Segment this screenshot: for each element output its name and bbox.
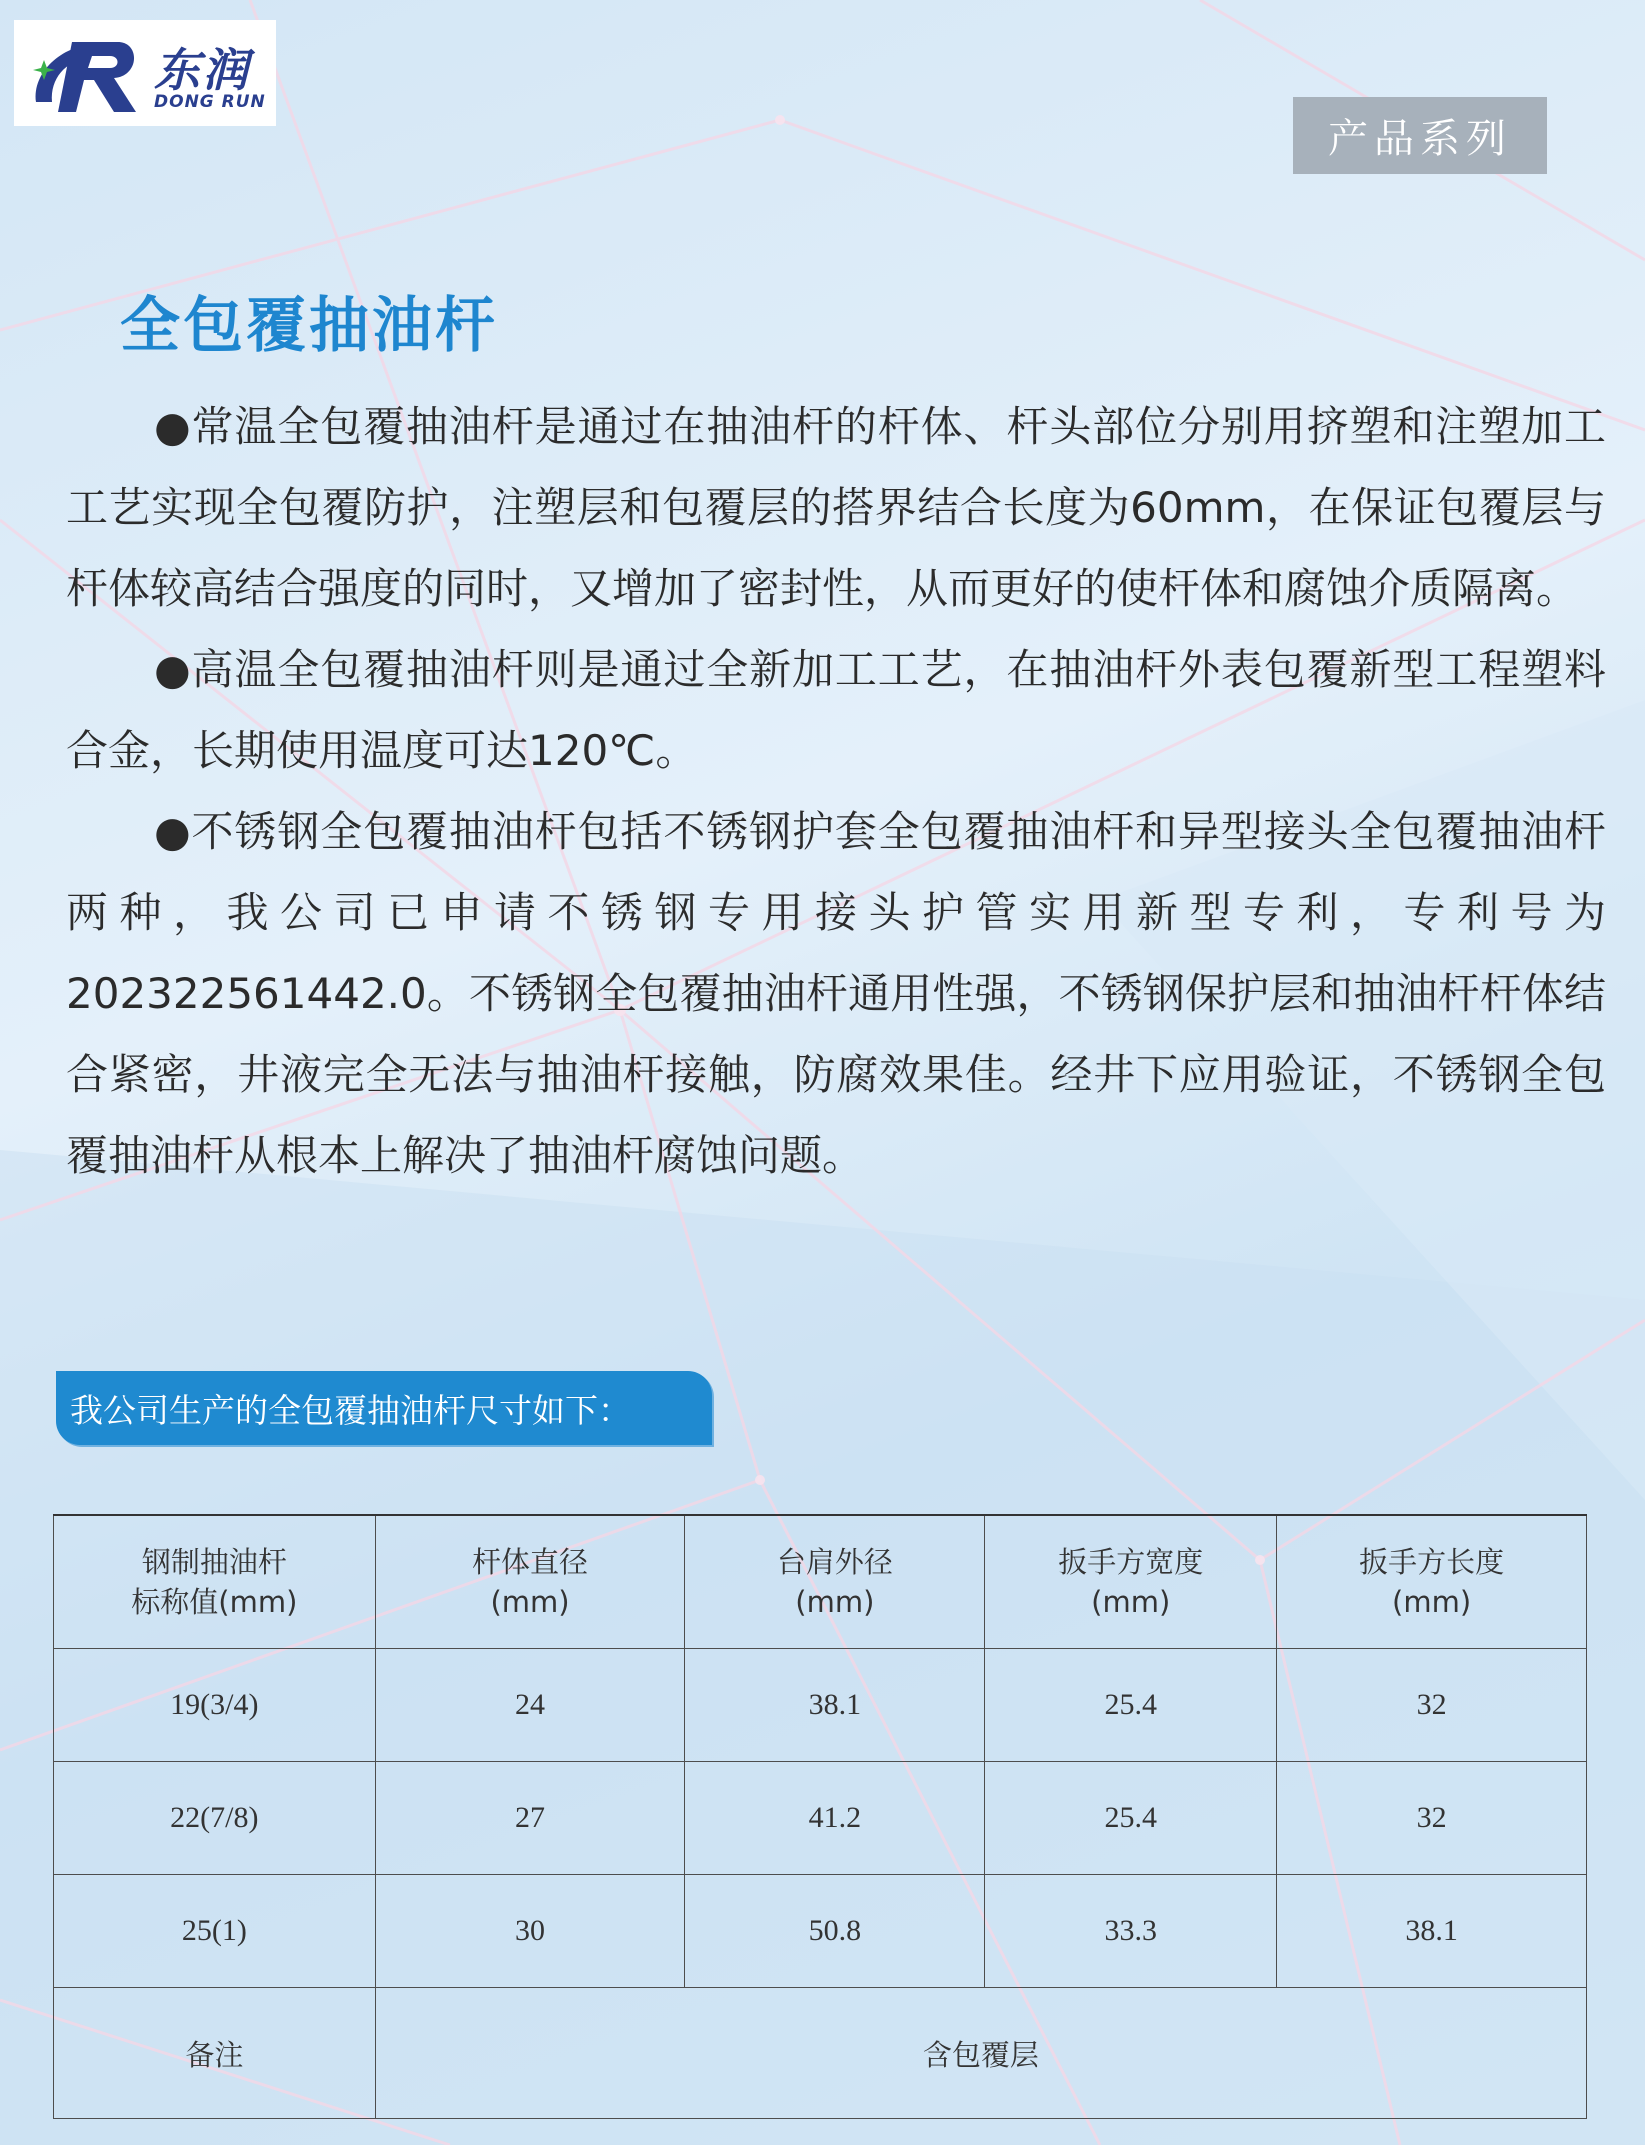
table-cell: 27: [375, 1762, 685, 1875]
header-unit: (mm): [795, 1585, 875, 1619]
header-label: 杆体直径: [472, 1545, 589, 1579]
header-unit: 标称值(mm): [131, 1585, 298, 1619]
section-tag: 产品系列: [1293, 97, 1547, 174]
note-value: 含包覆层: [375, 1988, 1586, 2119]
header-unit: (mm): [490, 1585, 570, 1619]
spec-table: [53, 1514, 1587, 2119]
table-cell: 19(3/4): [54, 1649, 376, 1762]
note-label: 备注: [54, 1988, 376, 2119]
paragraph-stainless: ●不锈钢全包覆抽油杆包括不锈钢护套全包覆抽油杆和异型接头全包覆抽油杆两种，我公司已申请不锈钢专用接头护管实用新型专利，专利号为202322561442.0。不锈钢全包覆抽油杆通用性强，不锈钢保护层和抽油杆杆体结合紧密，井液完全无法与抽油杆接触，防腐效果佳。经井下应用验证，不锈钢全包覆抽油杆从根本上解决了抽油杆腐蚀问题。: [66, 807, 1606, 1180]
table-cell: 25(1): [54, 1875, 376, 1988]
table-cell: 32: [1277, 1649, 1587, 1762]
table-cell: 50.8: [685, 1875, 985, 1988]
header-nominal: [54, 1515, 376, 1649]
header-wrench-width: [985, 1515, 1277, 1649]
logo-chinese-name: 东润: [154, 43, 250, 97]
header-label: 扳手方宽度: [1058, 1545, 1204, 1579]
table-cell: 32: [1277, 1762, 1587, 1875]
table-cell: 22(7/8): [54, 1762, 376, 1875]
header-body-diameter: [375, 1515, 685, 1649]
product-description: [66, 386, 1606, 1196]
table-cell: 38.1: [1277, 1875, 1587, 1988]
table-cell: 24: [375, 1649, 685, 1762]
header-label: 扳手方长度: [1359, 1545, 1505, 1579]
table-cell: 25.4: [985, 1649, 1277, 1762]
header-label: 钢制抽油杆: [141, 1545, 287, 1579]
header-unit: (mm): [1091, 1585, 1171, 1619]
table-row: [54, 1762, 1587, 1875]
header-shoulder-od: [685, 1515, 985, 1649]
table-row: [54, 1649, 1587, 1762]
paragraph-normal-temp: ●常温全包覆抽油杆是通过在抽油杆的杆体、杆头部位分别用挤塑和注塑加工工艺实现全包覆防护，注塑层和包覆层的搭界结合长度为60mm，在保证包覆层与杆体较高结合强度的同时，又增加了密封性，从而更好的使杆体和腐蚀介质隔离。: [66, 402, 1606, 613]
paragraph-high-temp: ●高温全包覆抽油杆则是通过全新加工工艺，在抽油杆外表包覆新型工程塑料合金，长期使用温度可达120℃。: [66, 645, 1606, 775]
header-unit: (mm): [1392, 1585, 1472, 1619]
table-caption: 我公司生产的全包覆抽油杆尺寸如下：: [56, 1371, 712, 1445]
table-note-row: [54, 1988, 1587, 2119]
table-row: [54, 1875, 1587, 1988]
table-cell: 38.1: [685, 1649, 985, 1762]
table-cell: 30: [375, 1875, 685, 1988]
table-cell: 25.4: [985, 1762, 1277, 1875]
table-cell: 41.2: [685, 1762, 985, 1875]
logo-english-name: DONG RUN: [154, 92, 266, 112]
table-header-row: [54, 1515, 1587, 1649]
company-logo: [14, 20, 276, 126]
header-label: 台肩外径: [776, 1545, 893, 1579]
table-cell: 33.3: [985, 1875, 1277, 1988]
header-wrench-length: [1277, 1515, 1587, 1649]
page-title: 全包覆抽油杆: [120, 291, 498, 361]
logo-r-icon: [22, 24, 142, 124]
